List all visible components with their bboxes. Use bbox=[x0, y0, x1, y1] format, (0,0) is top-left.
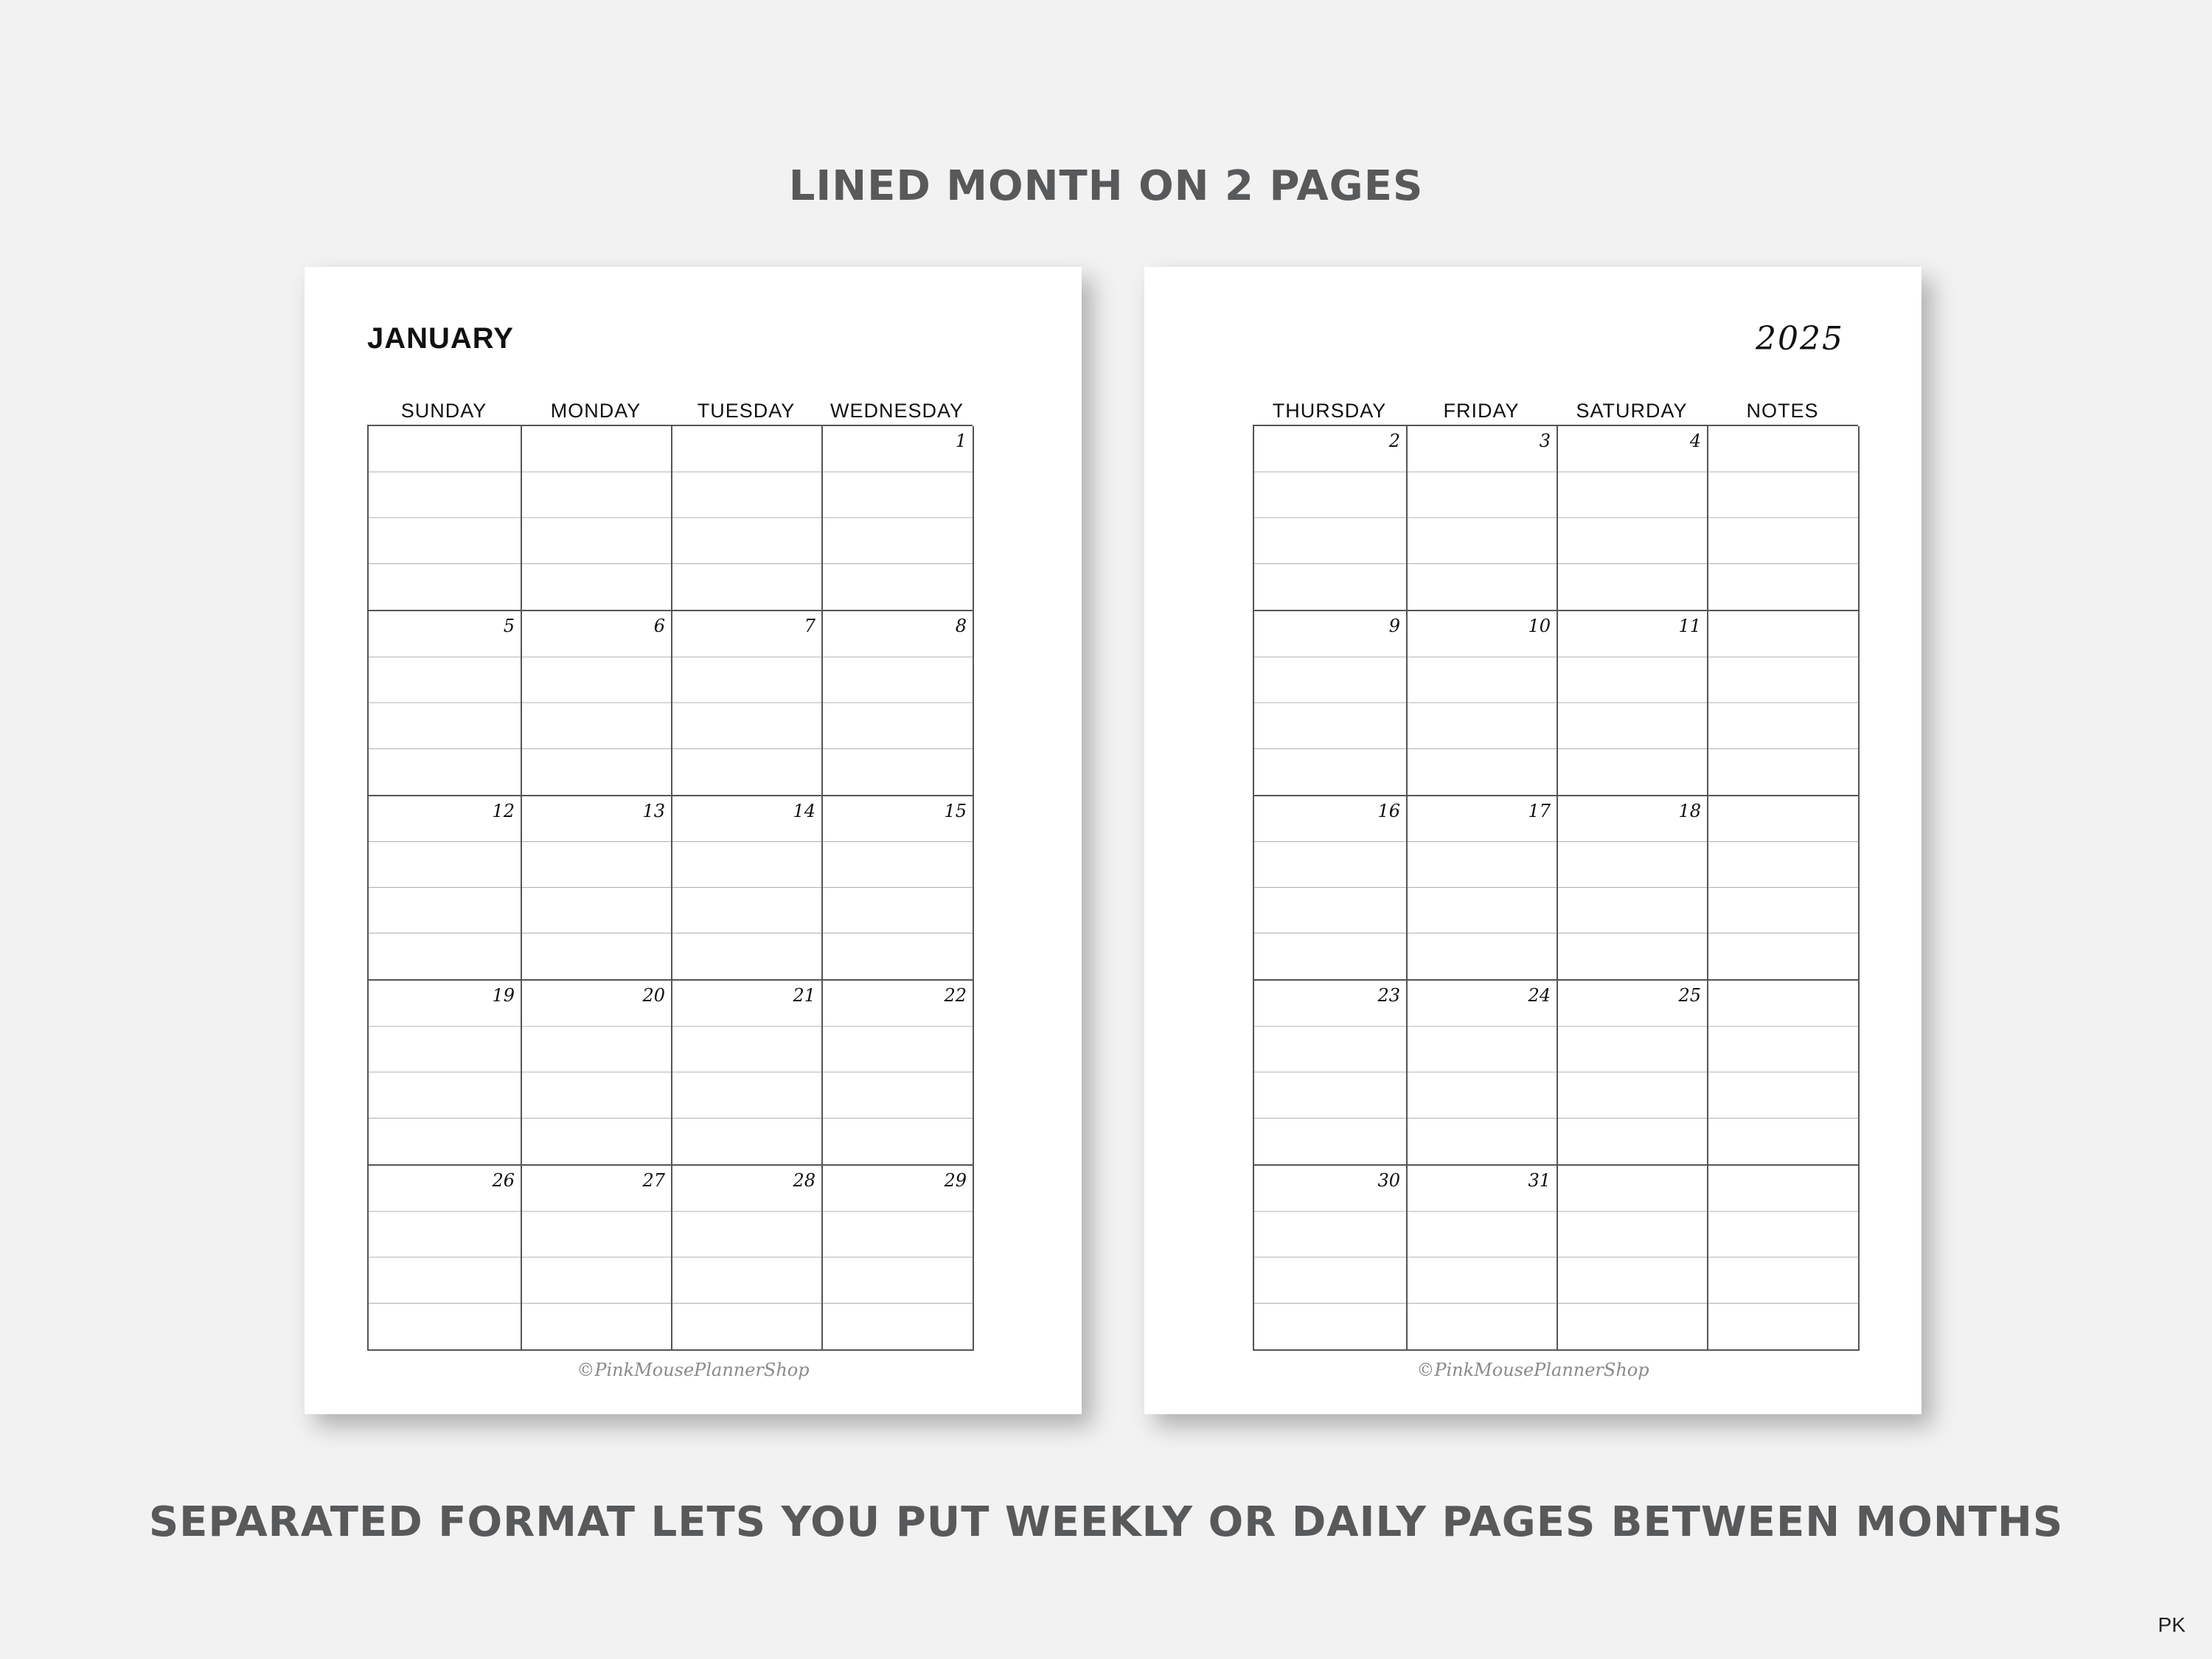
day-cell bbox=[1254, 981, 1408, 1166]
date-number: 4 bbox=[1689, 431, 1701, 451]
day-cell bbox=[823, 796, 974, 981]
date-number: 28 bbox=[793, 1170, 815, 1192]
day-cell bbox=[522, 611, 672, 796]
day-cell bbox=[522, 426, 672, 611]
date-number: 6 bbox=[653, 615, 665, 636]
date-number: 19 bbox=[492, 985, 515, 1006]
calendar-grid bbox=[367, 425, 973, 1351]
day-cell bbox=[1558, 796, 1708, 981]
day-cell bbox=[369, 1166, 522, 1351]
day-cell bbox=[672, 1166, 823, 1351]
corner-mark: PK bbox=[2157, 1613, 2185, 1636]
date-number: 12 bbox=[492, 800, 515, 821]
day-cell bbox=[522, 796, 672, 981]
weekday-label: WEDNESDAY bbox=[830, 400, 964, 422]
date-number: 5 bbox=[503, 615, 515, 636]
date-number: 9 bbox=[1388, 615, 1400, 636]
date-number: 13 bbox=[642, 800, 665, 821]
month-title: JANUARY bbox=[367, 322, 514, 355]
day-cell bbox=[369, 426, 522, 611]
date-number: 18 bbox=[1678, 800, 1701, 821]
left-planner-page bbox=[305, 267, 1082, 1414]
day-cell bbox=[672, 426, 823, 611]
date-number: 11 bbox=[1678, 615, 1701, 636]
date-number: 26 bbox=[492, 1170, 515, 1192]
date-number: 22 bbox=[944, 985, 967, 1006]
weekday-header-row bbox=[1253, 398, 1858, 423]
weekday-label: TUESDAY bbox=[697, 400, 796, 422]
date-number: 31 bbox=[1528, 1170, 1551, 1192]
day-cell bbox=[1558, 981, 1708, 1166]
day-cell bbox=[1708, 611, 1860, 796]
day-cell bbox=[823, 426, 974, 611]
date-number: 7 bbox=[804, 615, 815, 636]
day-cell bbox=[1254, 1166, 1408, 1351]
date-number: 3 bbox=[1539, 431, 1551, 451]
weekday-label: FRIDAY bbox=[1443, 400, 1520, 422]
day-cell bbox=[1254, 611, 1408, 796]
weekday-label: MONDAY bbox=[550, 400, 641, 422]
day-cell bbox=[1408, 1166, 1558, 1351]
date-number: 15 bbox=[944, 800, 967, 821]
day-cell bbox=[672, 981, 823, 1166]
day-cell bbox=[672, 796, 823, 981]
right-planner-page bbox=[1144, 267, 1921, 1414]
day-cell bbox=[1254, 796, 1408, 981]
weekday-label: SUNDAY bbox=[400, 400, 487, 422]
day-cell bbox=[1558, 426, 1708, 611]
date-number: 30 bbox=[1377, 1170, 1400, 1192]
day-cell bbox=[1708, 796, 1860, 981]
weekday-label: THURSDAY bbox=[1272, 400, 1387, 422]
day-cell bbox=[369, 981, 522, 1166]
day-cell bbox=[522, 981, 672, 1166]
day-cell bbox=[823, 1166, 974, 1351]
day-cell bbox=[1408, 611, 1558, 796]
day-cell bbox=[1708, 426, 1860, 611]
date-number: 8 bbox=[955, 615, 967, 636]
page-caption: SEPARATED FORMAT LETS YOU PUT WEEKLY OR DAILY PAGES BETWEEN MONTHS bbox=[148, 1498, 2064, 1546]
calendar-grid bbox=[1253, 425, 1858, 1351]
weekday-header-row bbox=[367, 398, 973, 423]
shop-watermark: ©PinkMousePlannerShop bbox=[577, 1360, 810, 1380]
shop-watermark: ©PinkMousePlannerShop bbox=[1416, 1360, 1649, 1380]
date-number: 1 bbox=[955, 431, 967, 451]
day-cell bbox=[823, 981, 974, 1166]
date-number: 20 bbox=[642, 985, 665, 1006]
day-cell bbox=[1254, 426, 1408, 611]
date-number: 25 bbox=[1678, 985, 1701, 1006]
day-cell bbox=[1408, 426, 1558, 611]
day-cell bbox=[369, 611, 522, 796]
weekday-label: NOTES bbox=[1746, 400, 1819, 422]
day-cell bbox=[672, 611, 823, 796]
date-number: 10 bbox=[1528, 615, 1551, 636]
date-number: 14 bbox=[793, 800, 815, 821]
day-cell bbox=[1408, 796, 1558, 981]
date-number: 23 bbox=[1377, 985, 1400, 1006]
day-cell bbox=[1558, 1166, 1708, 1351]
date-number: 16 bbox=[1377, 800, 1400, 821]
date-number: 24 bbox=[1528, 985, 1551, 1006]
date-number: 27 bbox=[642, 1170, 665, 1192]
day-cell bbox=[823, 611, 974, 796]
day-cell bbox=[1408, 981, 1558, 1166]
page-heading: LINED MONTH ON 2 PAGES bbox=[788, 162, 1424, 210]
day-cell bbox=[1708, 1166, 1860, 1351]
day-cell bbox=[522, 1166, 672, 1351]
date-number: 2 bbox=[1388, 431, 1400, 451]
day-cell bbox=[1708, 981, 1860, 1166]
date-number: 21 bbox=[793, 985, 815, 1006]
date-number: 17 bbox=[1528, 800, 1551, 821]
weekday-label: SATURDAY bbox=[1576, 400, 1688, 422]
date-number: 29 bbox=[944, 1170, 967, 1192]
day-cell bbox=[369, 796, 522, 981]
day-cell bbox=[1558, 611, 1708, 796]
year-title: 2025 bbox=[1756, 320, 1844, 358]
